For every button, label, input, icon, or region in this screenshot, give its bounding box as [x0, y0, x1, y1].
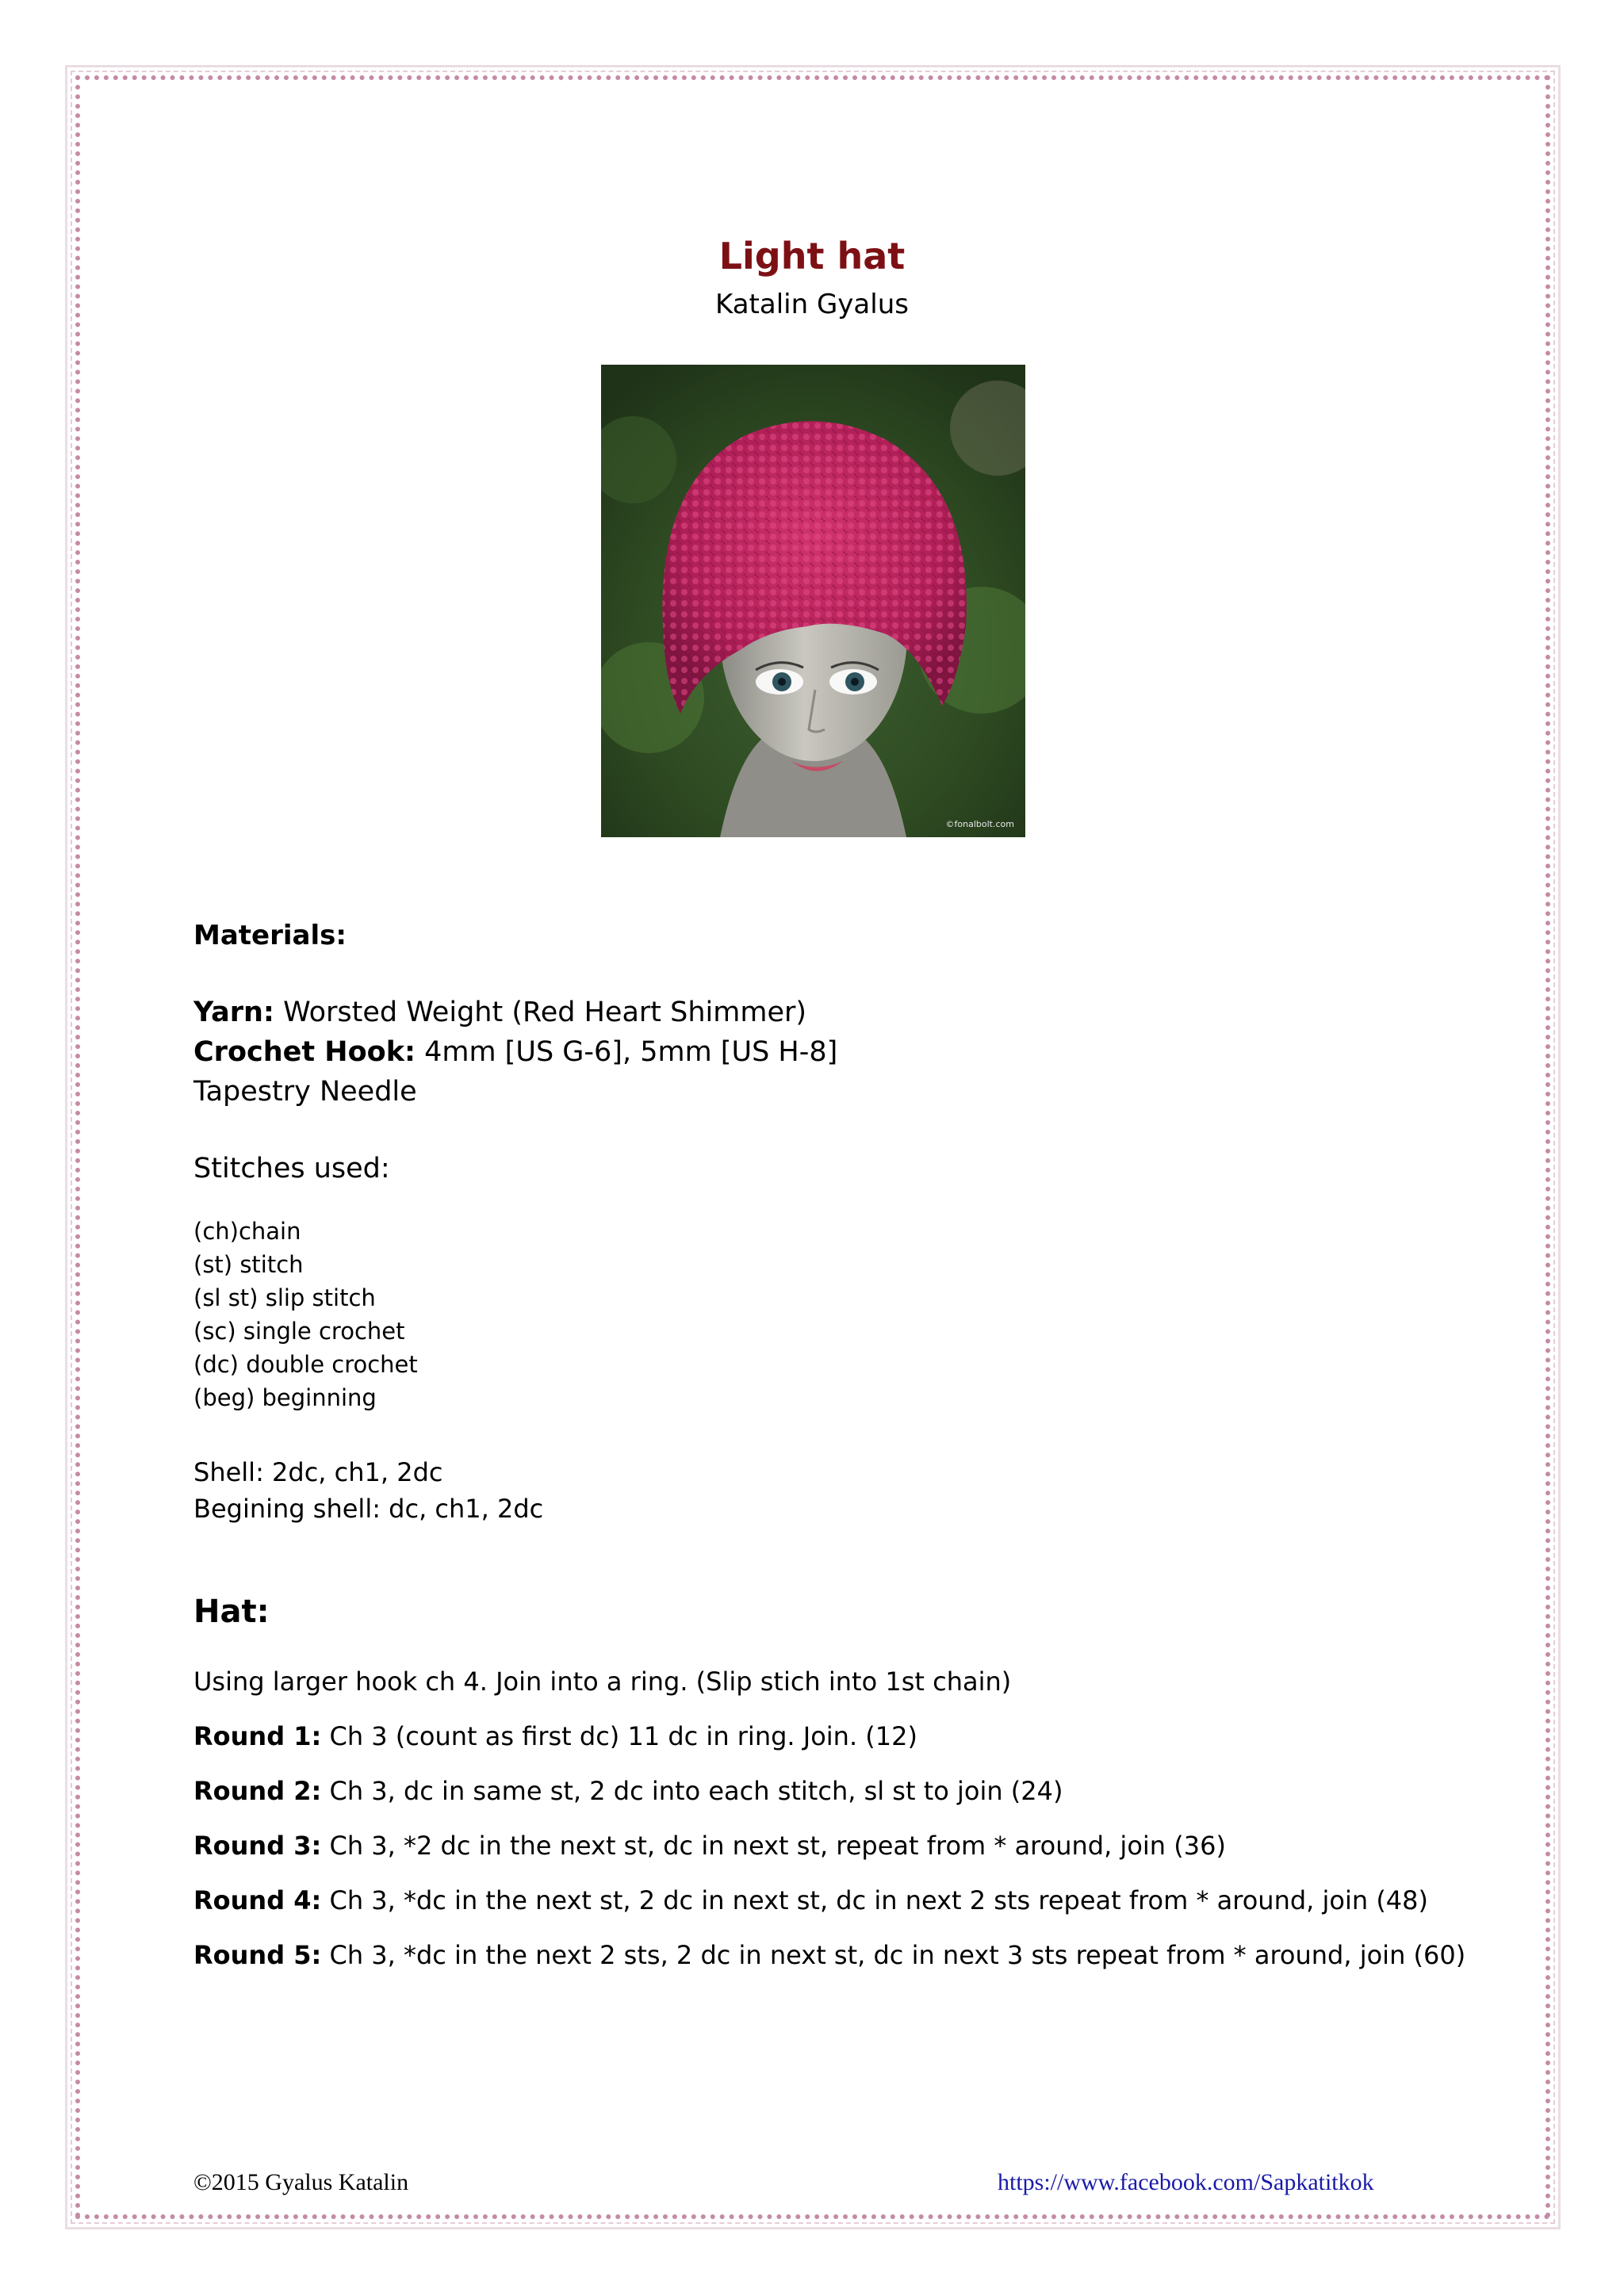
round-4: [193, 1882, 1462, 1919]
shell-definition: Shell: 2dc, ch1, 2dc: [193, 1457, 443, 1487]
round-label: Round 2:: [193, 1776, 322, 1806]
hat-photo: [601, 365, 1025, 837]
round-label: Round 4:: [193, 1885, 322, 1915]
yarn-label: Yarn:: [193, 997, 274, 1028]
hook-line: [193, 1032, 1462, 1072]
yarn-value: Worsted Weight (Red Heart Shimmer): [274, 997, 807, 1028]
round-2: [193, 1773, 1462, 1809]
round-text: Ch 3, *dc in the next 2 sts, 2 dc in next st, dc in next 3 sts repeat from * around, join (60): [321, 1940, 1466, 1970]
round-5: [193, 1937, 1466, 1973]
facebook-link[interactable]: https://www.facebook.com/Sapkatitkok: [998, 2169, 1374, 2195]
round-3: [193, 1827, 1462, 1864]
round-text: Ch 3, dc in same st, 2 dc into each stitch, sl st to join (24): [321, 1776, 1063, 1806]
photo-watermark: ©fonalbolt.com: [945, 819, 1014, 829]
stitches-heading: Stitches used:: [193, 1153, 390, 1184]
stitch-abbreviation: (dc) double crochet: [193, 1351, 418, 1378]
yarn-line: [193, 993, 1462, 1032]
round-label: Round 1:: [193, 1721, 322, 1751]
stitch-abbreviation: (ch)chain: [193, 1218, 301, 1245]
hat-intro: Using larger hook ch 4. Join into a ring. (Slip stich into 1st chain): [193, 1667, 1012, 1697]
round-1: [193, 1718, 1462, 1755]
round-label: Round 3:: [193, 1831, 322, 1861]
round-text: Ch 3, *dc in the next st, 2 dc in next st, dc in next 2 sts repeat from * around, join (48): [321, 1885, 1428, 1915]
round-text: Ch 3, *2 dc in the next st, dc in next st, repeat from * around, join (36): [321, 1831, 1226, 1861]
stitch-abbreviation: (beg) beginning: [193, 1384, 377, 1411]
page-title: Light hat: [718, 235, 906, 277]
shell-definitions: [193, 1454, 1462, 1527]
stitch-abbreviation: (sc) single crochet: [193, 1318, 405, 1345]
stitch-abbreviation: (st) stitch: [193, 1251, 304, 1278]
copyright-notice: ©2015 Gyalus Katalin: [193, 2169, 409, 2195]
hat-heading: Hat:: [193, 1594, 270, 1630]
hook-value: 4mm [US G-6], 5mm [US H-8]: [415, 1036, 838, 1068]
stitch-abbreviation: (sl st) slip stitch: [193, 1284, 376, 1311]
round-label: Round 5:: [193, 1940, 322, 1970]
pattern-content: [193, 920, 1466, 1992]
author-name: Katalin Gyalus: [715, 289, 909, 320]
hook-label: Crochet Hook:: [193, 1036, 416, 1068]
round-text: Ch 3 (count as first dc) 11 dc in ring. Join. (12): [321, 1721, 917, 1751]
beginning-shell-definition: Begining shell: dc, ch1, 2dc: [193, 1494, 544, 1524]
needle-line: Tapestry Needle: [193, 1076, 417, 1108]
materials-heading: Materials:: [193, 920, 347, 951]
